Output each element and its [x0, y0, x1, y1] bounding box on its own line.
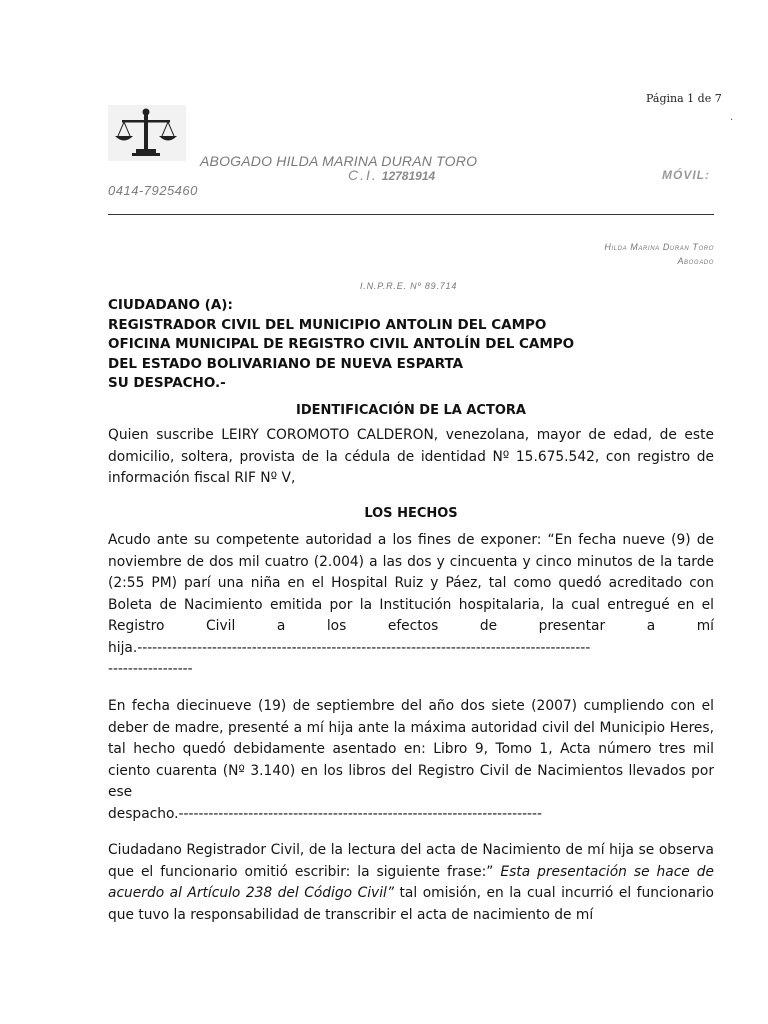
dot-mark: . — [730, 112, 734, 123]
identificacion-text: Quien suscribe LEIRY COROMOTO CALDERON, venezolana, mayor de edad, de este domicilio, soltera, provista de la cédula de identidad Nº 15.675.542, con registro de información fiscal RIF Nº V, — [108, 427, 714, 486]
addressee-line: DEL ESTADO BOLIVARIANO DE NUEVA ESPARTA — [108, 356, 464, 372]
inpre-number: I.N.P.R.E. Nº 89.714 — [360, 281, 458, 291]
hechos-p2-tail: despacho.------------------------------------------------------------------------- — [108, 805, 542, 822]
movil-label: MÓVIL: — [662, 168, 710, 182]
addressee-line: REGISTRADOR CIVIL DEL MUNICIPIO ANTOLIN DEL CAMPO — [108, 317, 547, 333]
identificacion-paragraph — [108, 425, 714, 490]
addressee-line: OFICINA MUNICIPAL DE REGISTRO CIVIL ANTOLÍN DEL CAMPO — [108, 336, 575, 352]
lawyer-name: ABOGADO HILDA MARINA DURAN TORO — [200, 153, 478, 169]
hechos-paragraph-2 — [108, 696, 714, 825]
hechos-p1-tail2: ----------------- — [108, 661, 193, 677]
signature-name: Hilda Marina Duran Toro — [604, 242, 714, 252]
phone-number: 0414-7925460 — [108, 183, 198, 198]
ci-number: 12781914 — [381, 169, 436, 183]
hechos-paragraph-3 — [108, 840, 714, 926]
hechos-p2-text: En fecha diecinueve (19) de septiembre del año dos siete (2007) cumpliendo con el deber de madre, presenté a mí hija ante la máxima autoridad civil del Municipio Heres, tal hecho quedó debidamente asentado en: Libro 9, Tomo 1, Acta número tres mil ciento cuarenta (Nº 3.140) en los libros del Registro Civil de Nacimientos llevados por ese — [108, 698, 714, 800]
scales-of-justice-logo — [108, 103, 192, 163]
hechos-p1-text: Acudo ante su competente autoridad a los fines de exponer: “En fecha nueve (9) de noviembre de dos mil cuatro (2.004) a las dos y cincuenta y cinco minutos de la tarde (2:55 PM) parí una niña en el Hospital Ruiz y Páez, tal como quedó acreditado con Boleta de Nacimiento emitida por la Institución hospitalaria, la cual entregué en el Registro Civil a los efectos de presentar a mí — [108, 532, 714, 634]
addressee-line: CIUDADANO (A): — [108, 297, 233, 313]
section-title-hechos: LOS HECHOS — [364, 506, 458, 521]
hechos-p3-after: tal omisión, en la cual incurrió el funcionario que tuvo la responsabilidad de transcribir el acta de nacimiento de mí — [108, 885, 715, 923]
page-number: Página 1 de 7 — [646, 92, 722, 105]
hechos-p1-tail: hija.------------------------------------------------------------------------------------------- — [108, 639, 591, 656]
header-divider — [108, 214, 714, 215]
signature-title: Abogado — [677, 256, 714, 266]
hechos-p3-italic: Esta presentación se hace de acuerdo al Artículo 238 del Código Civil” — [108, 863, 714, 901]
hechos-p3-before: Ciudadano Registrador Civil, de la lectura del acta de Nacimiento de mí hija se observa que el funcionario omitió escribir: la siguiente frase:” — [108, 842, 714, 880]
ci-label: C.I. — [348, 167, 378, 183]
hechos-p3-text — [108, 840, 714, 926]
ci-line — [348, 167, 435, 183]
addressee-line: SU DESPACHO.- — [108, 375, 226, 391]
hechos-paragraph-1 — [108, 530, 714, 681]
section-title-identificacion: IDENTIFICACIÓN DE LA ACTORA — [296, 403, 526, 418]
